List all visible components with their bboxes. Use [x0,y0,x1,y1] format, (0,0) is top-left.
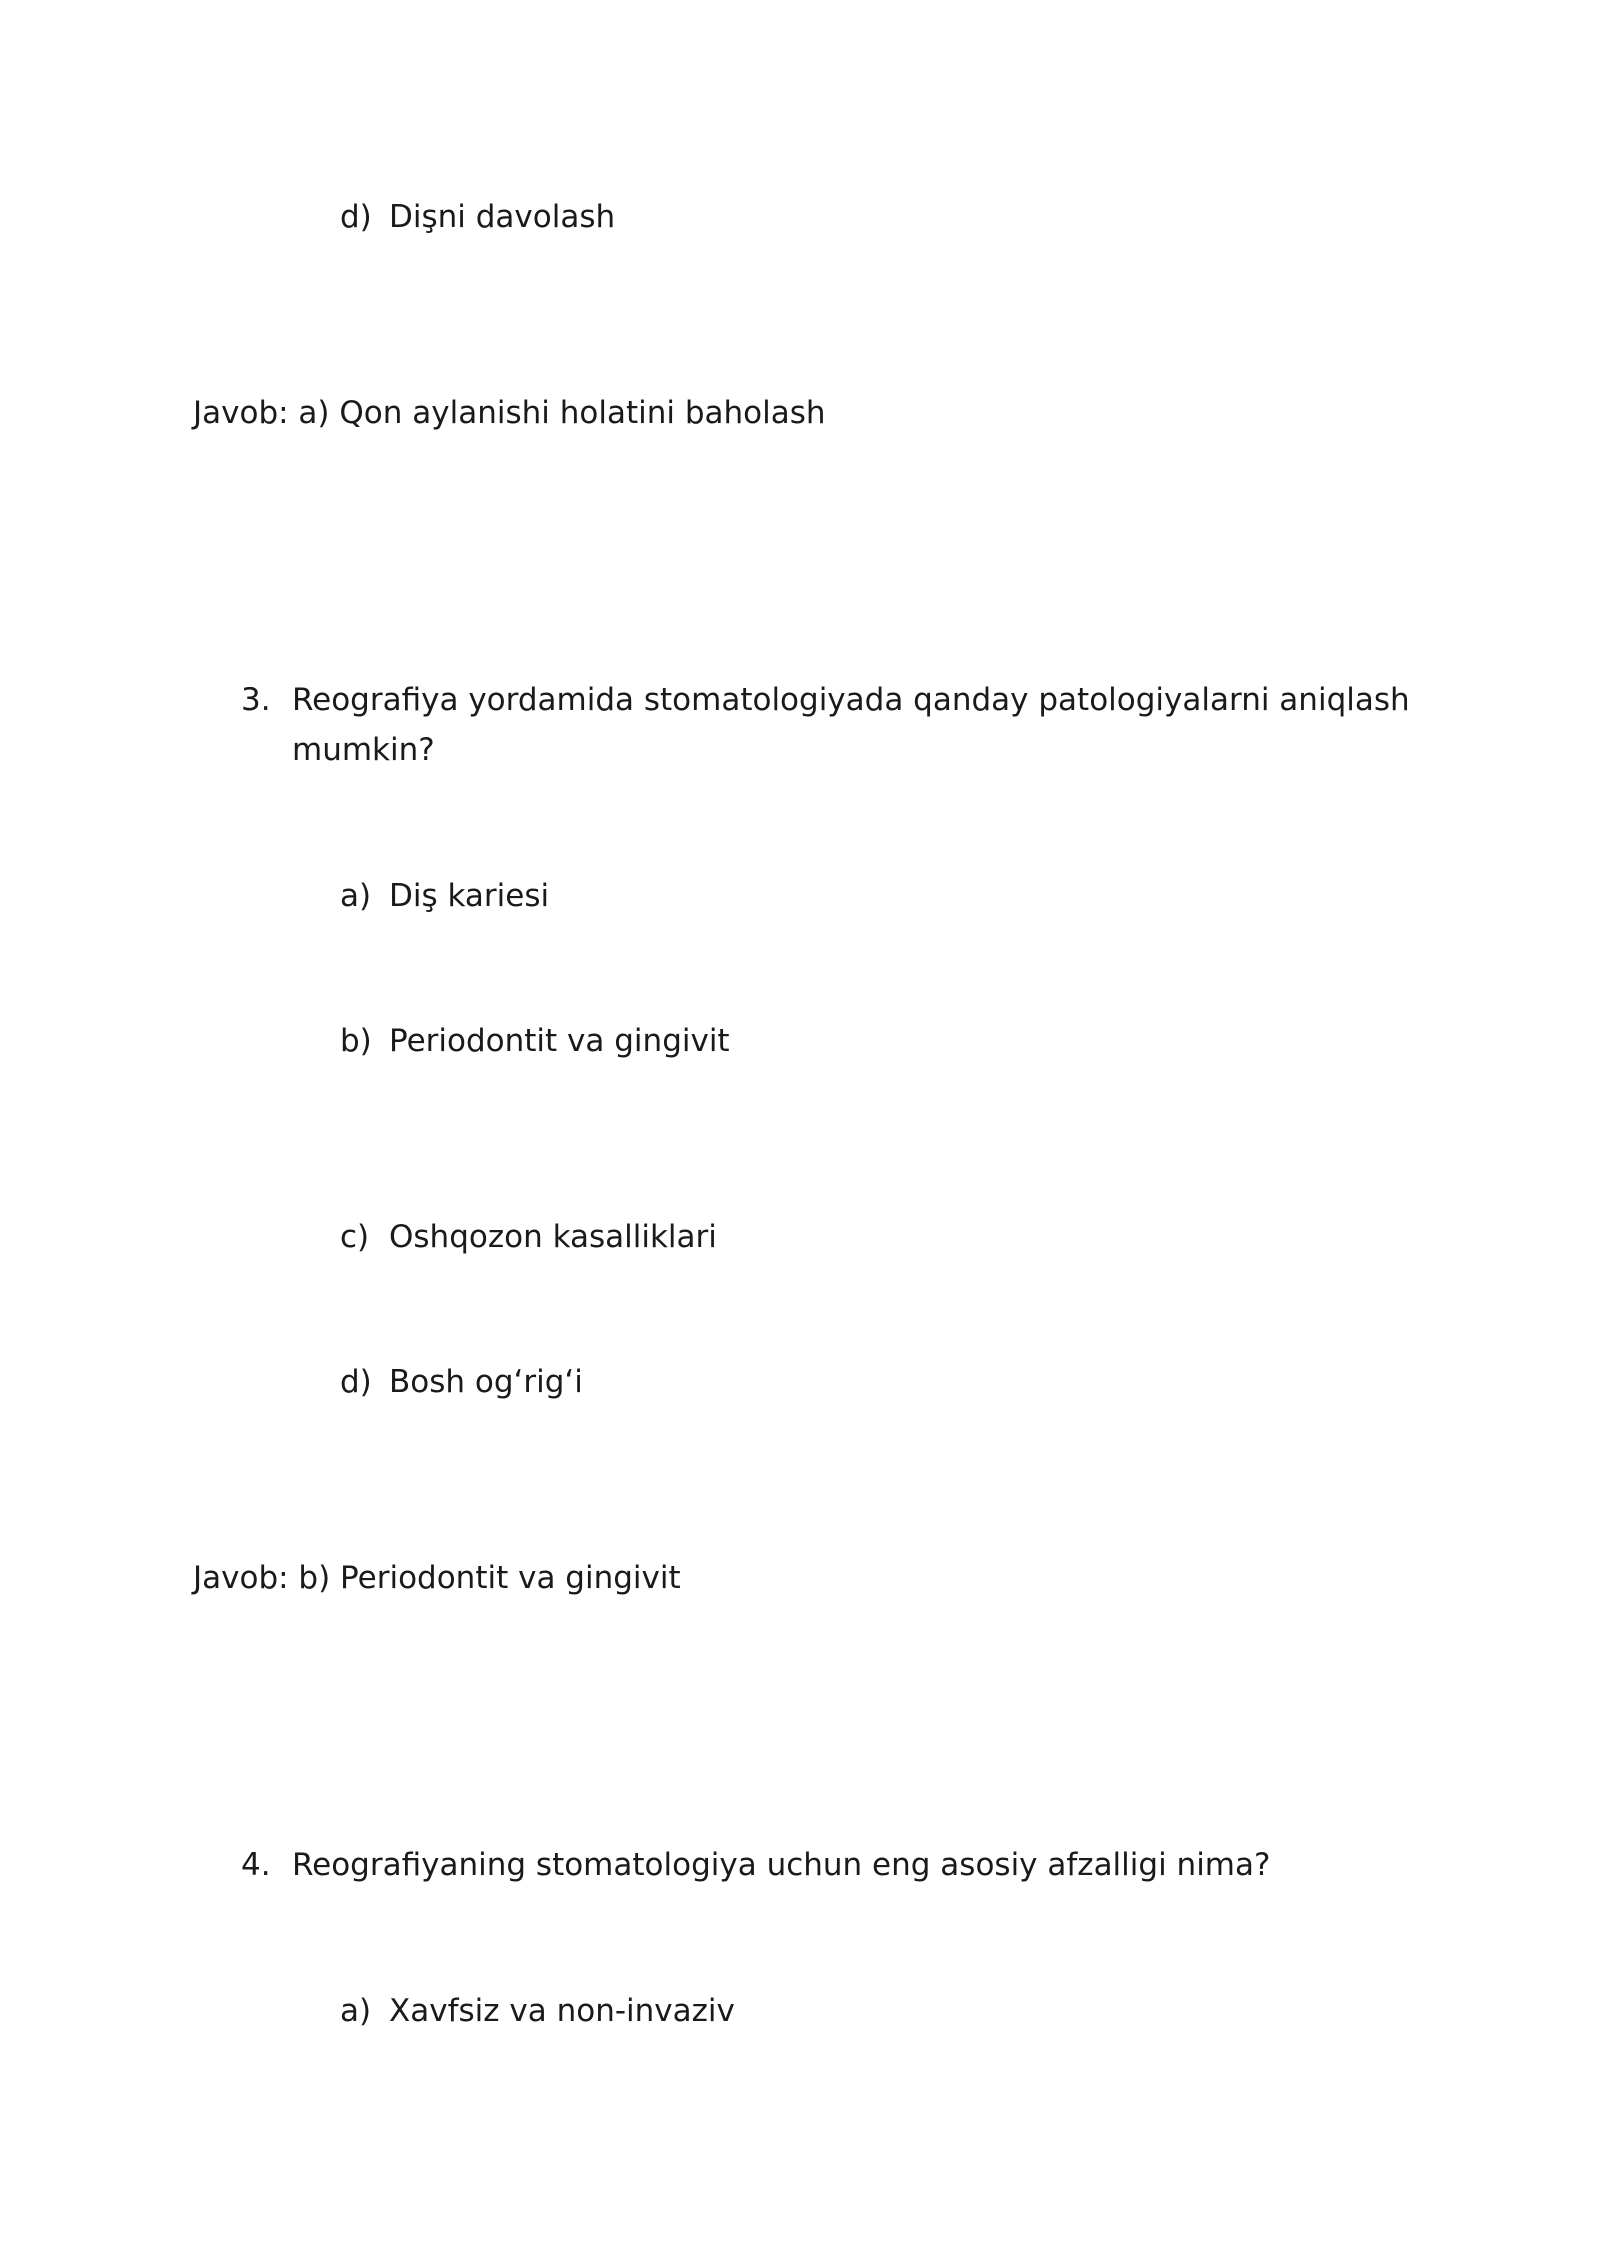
option-d-prev [340,192,615,242]
option-text: Oshqozon kasalliklari [389,1219,717,1255]
q3-option-a [340,871,549,921]
option-text: Dişni davolash [389,199,616,235]
question-number: 4. [241,1847,271,1883]
option-text: Bosh og‘rig‘i [389,1364,583,1400]
q3-option-c [340,1212,717,1262]
option-label: c) [340,1219,370,1255]
option-text: Xavfsiz va non-invaziv [389,1993,735,2029]
option-label: a) [340,1993,372,2029]
question-number: 3. [241,682,271,718]
q4-option-a [340,1986,735,2036]
question-4 [241,1840,1421,1890]
option-label: a) [340,878,372,914]
answer-3: Javob: b) Periodontit va gingivit [193,1560,681,1596]
option-text: Diş kariesi [389,878,550,914]
question-text: Reografiya yordamida stomatologiyada qanday patologiyalarni aniqlash mumkin? [292,682,1410,768]
answer-2: Javob: a) Qon aylanishi holatini baholash [193,395,826,431]
option-text: Periodontit va gingivit [389,1023,730,1059]
question-3 [241,675,1421,775]
option-label: d) [340,1364,372,1400]
option-label: d) [340,199,372,235]
q3-option-b [340,1016,730,1066]
question-text: Reografiyaning stomatologiya uchun eng asosiy afzalligi nima? [292,1847,1271,1883]
q3-option-d [340,1357,583,1407]
option-label: b) [340,1023,372,1059]
